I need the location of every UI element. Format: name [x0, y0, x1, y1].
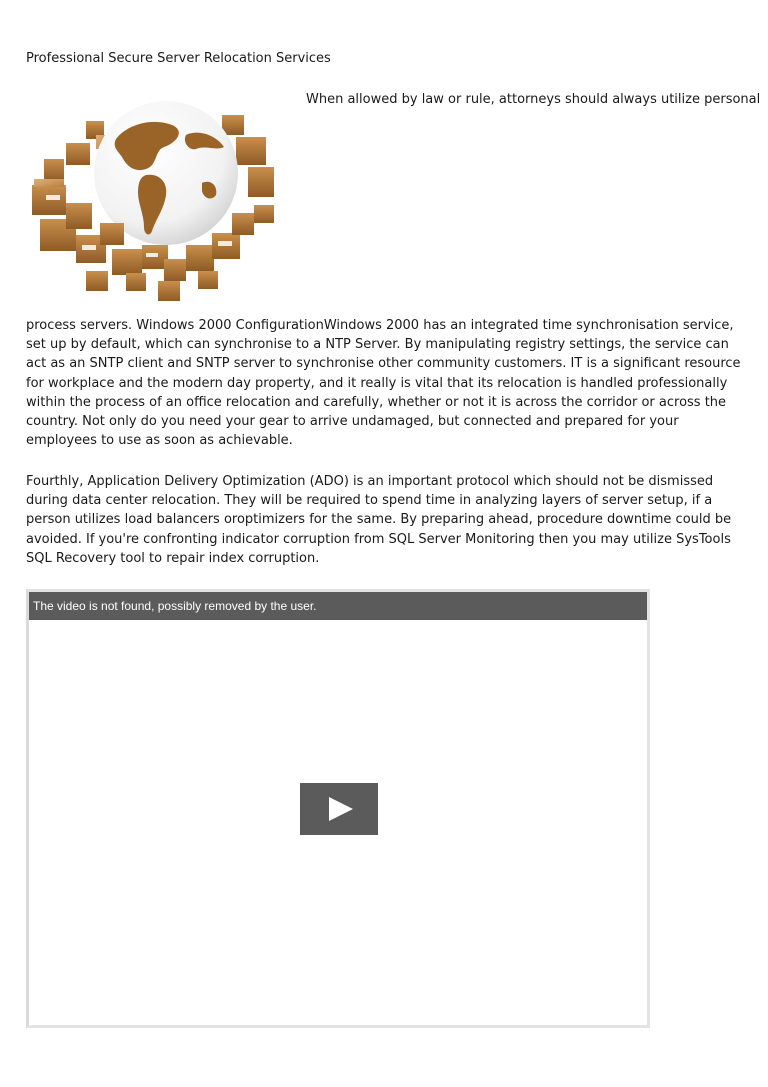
video-embed[interactable] [26, 589, 650, 1028]
body-paragraph-1: process servers. Windows 2000 ConfigurationWindows 2000 has an integrated time synchronisation service, set up by default, which can synchronise to a NTP Server. By manipulating registry settings, the service can act as an SNTP client and SNTP server to synchronise other community customers. IT is a significant resource for workplace and the modern day property, and it really is vital that its relocation is handled professionally within the process of an office relocation and carefully, whether or not it is across the corridor or across the country. Not only do you need your gear to arrive undamaged, but connected and prepared for your employees to use as soon as achievable. [26, 318, 741, 449]
page-title: Professional Secure Server Relocation Services [26, 51, 331, 66]
play-button[interactable] [300, 783, 378, 835]
intro-text-line: When allowed by law or rule, attorneys should always utilize personal [306, 92, 761, 107]
video-status-message: The video is not found, possibly removed by the user. [29, 592, 647, 620]
body-paragraph-2: Fourthly, Application Delivery Optimization (ADO) is an important protocol which should not be dismissed during data center relocation. They will be required to spend time in analyzing layers of server setup, if a person utilizes load balancers oroptimizers for the same. By preparing ahead, procedure downtime could be avoided. If you're confronting indicator corruption from SQL Server Monitoring then you may utilize SysTools SQL Recovery tool to repair index corruption. [26, 474, 732, 566]
play-icon [329, 797, 353, 821]
globe-boxes-illustration [26, 95, 290, 309]
